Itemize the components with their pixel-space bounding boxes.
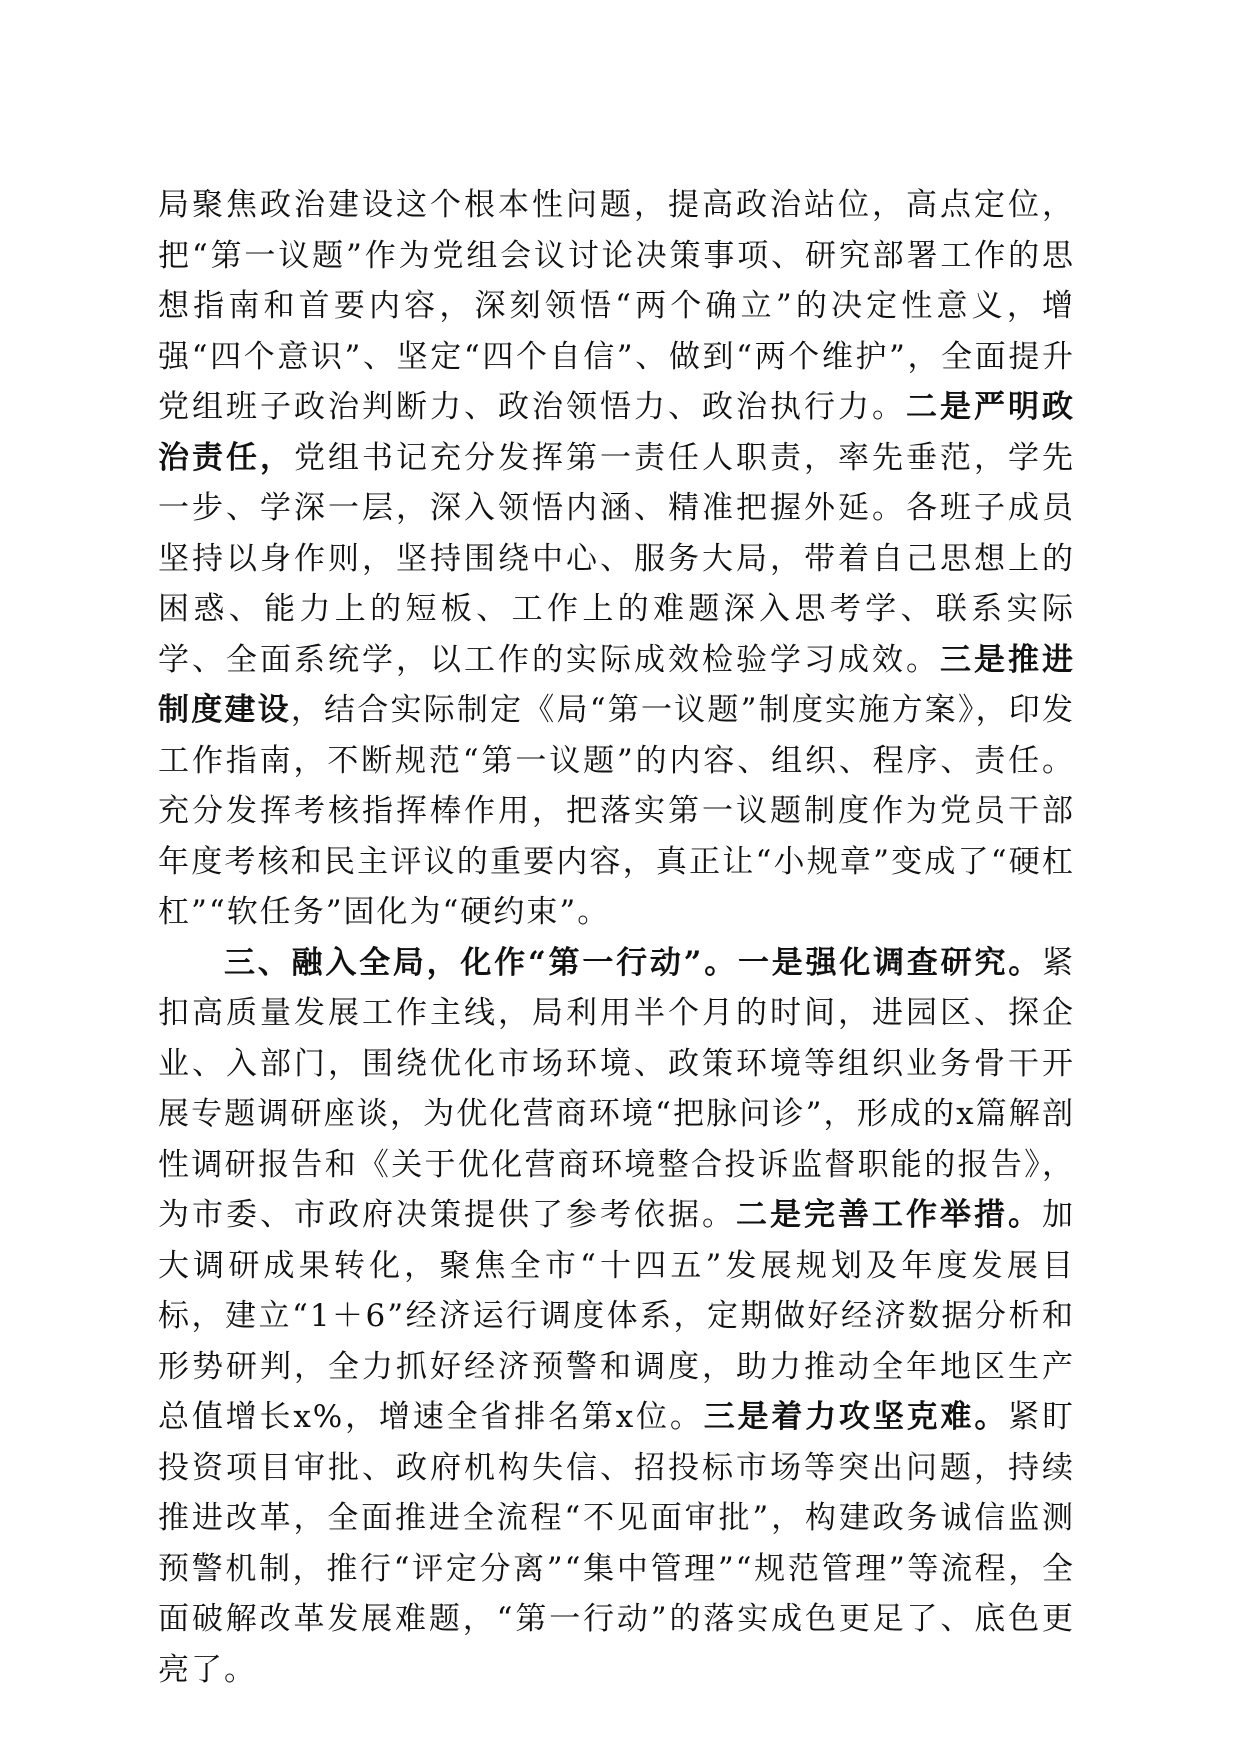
paragraph-first-action — [158, 938, 1075, 1696]
bold-heading-run: 三是着力攻坚克难。 — [703, 1399, 1009, 1435]
text-run: 紧扣高质量发展工作主线，局利用半个月的时间，进园区、探企业、入部门，围绕优化市场环境、政策环境等组织业务骨干开展专题调研座谈，为优化营商环境“把脉问诊”，形成的x篇解剖性调研报告和《关于优化营商环境整合投诉监督职能的报告》，为市委、市政府决策提供了参考依据。 — [158, 944, 1075, 1233]
text-run: 党组书记充分发挥第一责任人职责，率先垂范，学先一步、学深一层，深入领悟内涵、精准把握外延。各班子成员坚持以身作则，坚持围绕中心、服务大局，带着自己思想上的困惑、能力上的短板、工作上的难题深入思考学、联系实际学、全面系统学，以工作的实际成效检验学习成效。 — [158, 439, 1075, 678]
bold-heading-run: 二是严明政治责任， — [158, 389, 1075, 476]
paragraph-political-responsibility — [158, 180, 1075, 938]
document-page — [158, 180, 1075, 1695]
section-heading-run: 三、融入全局，化作“第一行动”。一是强化调查研究。 — [224, 944, 1042, 981]
text-run: ，结合实际制定《局“第一议题”制度实施方案》，印发工作指南，不断规范“第一议题”的内容、组织、程序、责任。充分发挥考核指挥棒作用，把落实第一议题制度作为党员干部年度考核和民主评议的重要内容，真正让“小规章”变成了“硬杠杠”“软任务”固化为“硬约束”。 — [158, 692, 1075, 930]
text-run: 加大调研成果转化，聚焦全市“十四五”发展规划及年度发展目标，建立“1＋6”经济运行调度体系，定期做好经济数据分析和形势研判，全力抓好经济预警和调度，助力推动全年地区生产总值增长x%，增速全省排名第x位。 — [158, 1197, 1075, 1435]
bold-heading-run: 三是推进制度建设 — [158, 641, 1075, 728]
bold-heading-run: 二是完善工作举措。 — [736, 1197, 1042, 1233]
text-run: 局聚焦政治建设这个根本性问题，提高政治站位，高点定位，把“第一议题”作为党组会议讨论决策事项、研究部署工作的思想指南和首要内容，深刻领悟“两个确立”的决定性意义，增强“四个意识”、坚定“四个自信”、做到“两个维护”，全面提升党组班子政治判断力、政治领悟力、政治执行力。 — [158, 187, 1075, 425]
text-run: 紧盯投资项目审批、政府机构失信、招投标市场等突出问题，持续推进改革，全面推进全流程“不见面审批”，构建政务诚信监测预警机制，推行“评定分离”“集中管理”“规范管理”等流程，全面破解改革发展难题，“第一行动”的落实成色更足了、底色更亮了。 — [158, 1399, 1076, 1688]
